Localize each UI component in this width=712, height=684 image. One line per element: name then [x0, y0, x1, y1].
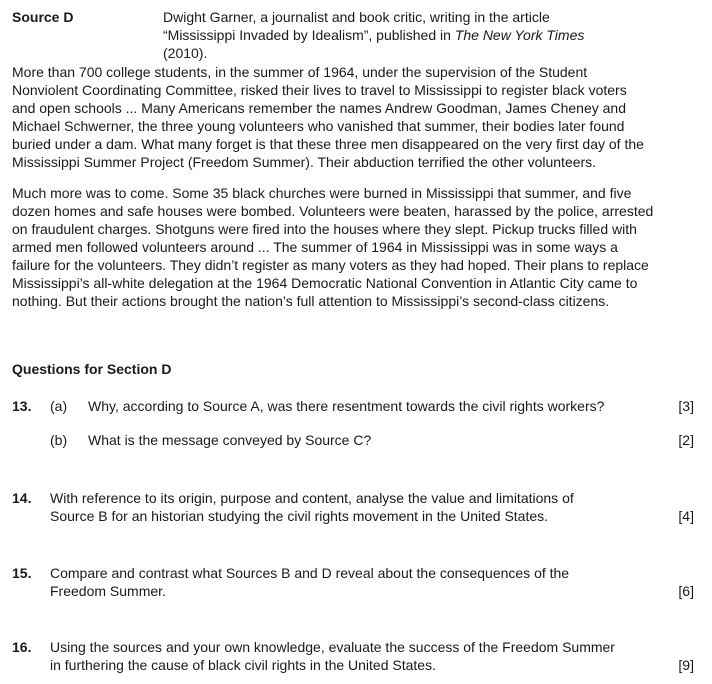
question-16-text: Using the sources and your own knowledge, evaluate the success of the Freedom Summer in furthering the cause of black civil rights in the United States. [50, 639, 615, 673]
question-15-marks: [6] [678, 583, 694, 599]
source-attribution [163, 8, 603, 62]
question-14-number: 14. [12, 490, 32, 506]
question-13b-label: (b) [50, 432, 68, 448]
question-13a-marks: [3] [678, 398, 694, 414]
question-13b-marks: [2] [678, 432, 694, 448]
questions-heading: Questions for Section D [12, 361, 172, 377]
question-13-number: 13. [12, 398, 32, 414]
question-16-marks: [9] [678, 657, 694, 673]
source-paragraph-2: Much more was to come. Some 35 black churches were burned in Mississippi that summer, and five dozen homes and safe houses were bombed. Volunteers were beaten, harassed by the police, arrested on fraudulent charges. Shotguns were fired into the houses where they slept. Pickup trucks filled with armed men followed volunteers around ... The summer of 1964 in Mississippi was in some ways a failure for the volunteers. They didn’t register as many voters as they had hoped. Their plans to replace Mississippi’s all-white delegation at the 1964 Democratic National Convention in Atlantic City came to nothing. But their actions brought the nation’s full attention to Mississippi’s second-class citizens. [12, 185, 654, 309]
question-13b-text: What is the message conveyed by Source C? [88, 432, 372, 448]
question-13a-text: Why, according to Source A, was there resentment towards the civil rights workers? [88, 398, 605, 414]
question-16-number: 16. [12, 639, 32, 655]
source-paragraph-1: More than 700 college students, in the summer of 1964, under the supervision of the Student Nonviolent Coordinating Committee, risked their lives to travel to Mississippi to register black voters and open schools ... Many Americans remember the names Andrew Goodman, James Cheney and Michael Schwerner, the three young volunteers who vanished that summer, their bodies later found buried under a dam. What many forget is that these three men disappeared on the very first day of the Mississippi Summer Project (Freedom Summer). Their abduction terrified the other volunteers. [12, 64, 644, 170]
question-13a-label: (a) [50, 398, 68, 414]
publication-title: The New York Times [454, 27, 585, 43]
question-15-text: Compare and contrast what Sources B and D reveal about the consequences of the Freedom Summer. [50, 565, 570, 599]
attribution-text: Dwight Garner, a journalist and book critic, writing in the article “Mississippi Invaded by Idealism”, published in [163, 9, 550, 43]
question-15-number: 15. [12, 565, 32, 581]
attribution-date: (2010). [163, 45, 208, 61]
question-14-marks: [4] [678, 508, 694, 524]
source-label: Source D [12, 9, 74, 25]
question-14-text: With reference to its origin, purpose and content, analyse the value and limitations of Source B for an historian studying the civil rights movement in the United States. [50, 490, 574, 524]
